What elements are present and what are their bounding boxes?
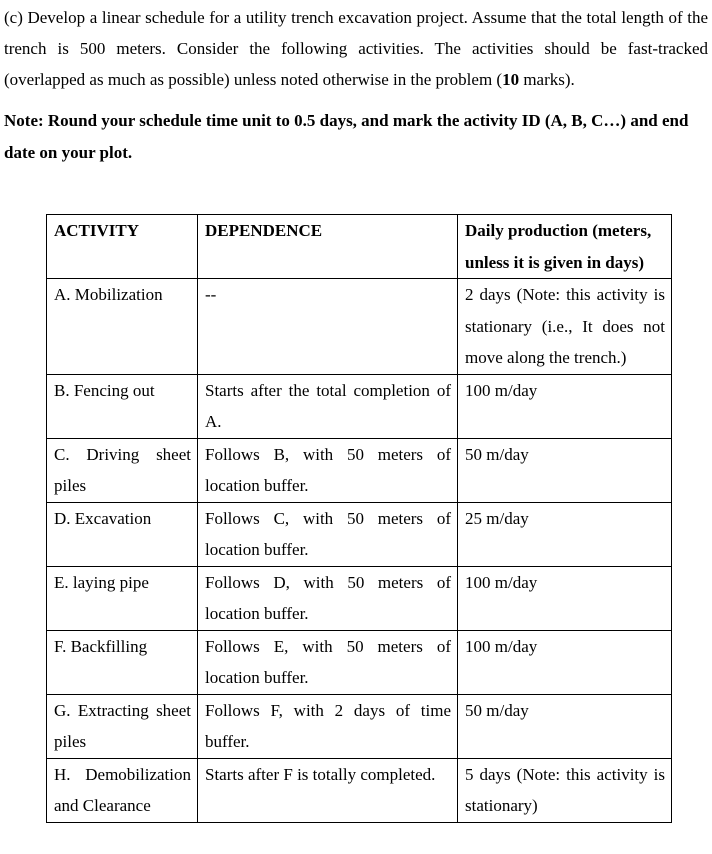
- activity-cell: G. Extracting sheet piles: [47, 694, 198, 758]
- production-cell: 50 m/day: [458, 694, 672, 758]
- dependence-cell: Follows D, with 50 meters of location buffer.: [198, 566, 458, 630]
- production-cell: 50 m/day: [458, 438, 672, 502]
- header-activity: ACTIVITY: [47, 215, 198, 279]
- header-dependence: DEPENDENCE: [198, 215, 458, 279]
- table-row: [47, 438, 672, 502]
- dependence-cell: Starts after F is totally completed.: [198, 758, 458, 822]
- table-header-row: [47, 215, 672, 279]
- activity-cell: H. Demobilization and Clearance: [47, 758, 198, 822]
- table-row: [47, 279, 672, 375]
- activity-cell: F. Backfilling: [47, 630, 198, 694]
- table-row: [47, 566, 672, 630]
- table-row: [47, 758, 672, 822]
- question-intro-text: [4, 2, 708, 95]
- question-intro: [4, 2, 708, 95]
- table-row: [47, 502, 672, 566]
- header-production: Daily production (meters, unless it is given in days): [458, 215, 672, 279]
- note-paragraph: [4, 105, 708, 169]
- question-intro-body: (c) Develop a linear schedule for a utility trench excavation project. Assume that the total length of the trench is 500 meters. Consider the following activities. The activities should be fast-tracked (overlapped as much as possible) unless noted otherwise in the problem (: [4, 8, 708, 89]
- table-row: [47, 374, 672, 438]
- dependence-cell: --: [198, 279, 458, 375]
- dependence-cell: Follows C, with 50 meters of location buffer.: [198, 502, 458, 566]
- activity-cell: B. Fencing out: [47, 374, 198, 438]
- table-row: [47, 630, 672, 694]
- marks-value: 10: [502, 70, 520, 89]
- table-row: [47, 694, 672, 758]
- activity-cell: A. Mobilization: [47, 279, 198, 375]
- dependence-cell: Follows E, with 50 meters of location buffer.: [198, 630, 458, 694]
- dependence-cell: Follows F, with 2 days of time buffer.: [198, 694, 458, 758]
- activity-cell: E. laying pipe: [47, 566, 198, 630]
- dependence-cell: Follows B, with 50 meters of location buffer.: [198, 438, 458, 502]
- activity-cell: C. Driving sheet piles: [47, 438, 198, 502]
- production-cell: 25 m/day: [458, 502, 672, 566]
- marks-suffix: marks).: [519, 70, 575, 89]
- production-cell: 100 m/day: [458, 374, 672, 438]
- dependence-cell: Starts after the total completion of A.: [198, 374, 458, 438]
- activities-table: [46, 214, 672, 823]
- production-cell: 100 m/day: [458, 630, 672, 694]
- note-text: Note: Round your schedule time unit to 0.5 days, and mark the activity ID (A, B, C…) and end date on your plot.: [4, 111, 689, 162]
- production-cell: 5 days (Note: this activity is stationary): [458, 758, 672, 822]
- production-cell: 100 m/day: [458, 566, 672, 630]
- activity-cell: D. Excavation: [47, 502, 198, 566]
- production-cell: 2 days (Note: this activity is stationary (i.e., It does not move along the trench.): [458, 279, 672, 375]
